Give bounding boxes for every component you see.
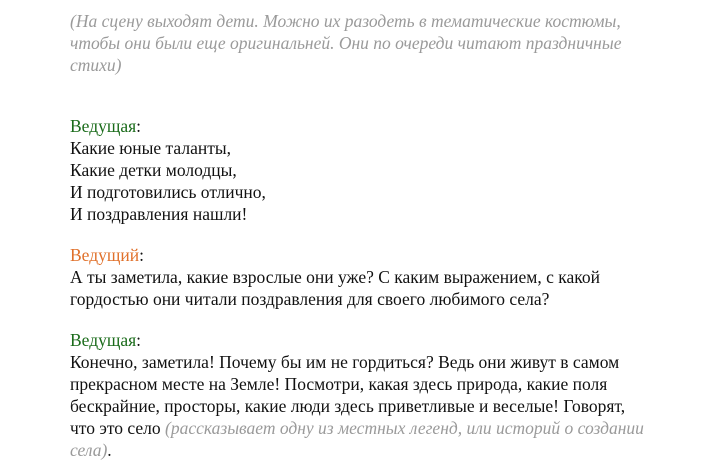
speech-line: А ты заметила, какие взрослые они уже? С каким выражением, с какой: [70, 267, 600, 287]
speech-line: Конечно, заметила! Почему бы им не гордиться? Ведь они живут в самом: [70, 352, 620, 372]
speech-line: прекрасном месте на Земле! Посмотри, какая здесь природа, какие поля: [70, 374, 608, 394]
speech-line: [70, 417, 692, 439]
speaker-name-host: Ведущий: [70, 245, 140, 265]
stage-direction-line: стихи): [70, 55, 122, 75]
poem-line: Какие детки молодцы,: [70, 160, 237, 180]
dialogue-block-hostess-speech: [70, 329, 692, 461]
dialogue-block-host: [70, 244, 692, 310]
speaker-colon: :: [136, 116, 142, 136]
speaker-name-hostess: Ведущая: [70, 330, 137, 350]
speech-line: бескрайние, просторы, какие люди здесь приветливые и веселые! Говорят,: [70, 396, 626, 416]
speaker-line: [70, 115, 692, 137]
poem-line: И поздравления нашли!: [70, 204, 248, 224]
sentence-end: .: [107, 440, 112, 460]
stage-direction-line: чтобы они были еще оригинальней. Они по очереди читают праздничные: [70, 33, 622, 53]
dialogue-block-hostess-poem: [70, 115, 692, 225]
stage-direction-line: (На сцену выходят дети. Можно их разодеть в тематические костюмы,: [70, 11, 621, 31]
speaker-line: [70, 244, 692, 266]
speaker-colon: :: [139, 245, 144, 265]
stage-direction: [70, 10, 692, 76]
speaker-name-hostess: Ведущая: [70, 116, 137, 136]
poem-line: Какие юные таланты,: [70, 138, 231, 158]
speech-line: [70, 439, 692, 461]
speaker-colon: :: [136, 330, 142, 350]
poem-line: И подготовились отлично,: [70, 182, 266, 202]
inline-stage-direction: (рассказывает одну из местных легенд, или историй о создании: [165, 418, 644, 438]
speech-text: что это село: [70, 418, 166, 438]
speech-line: гордостью они читали поздравления для своего любимого села?: [70, 289, 550, 309]
inline-stage-direction: села): [70, 440, 108, 460]
speaker-line: [70, 329, 692, 351]
